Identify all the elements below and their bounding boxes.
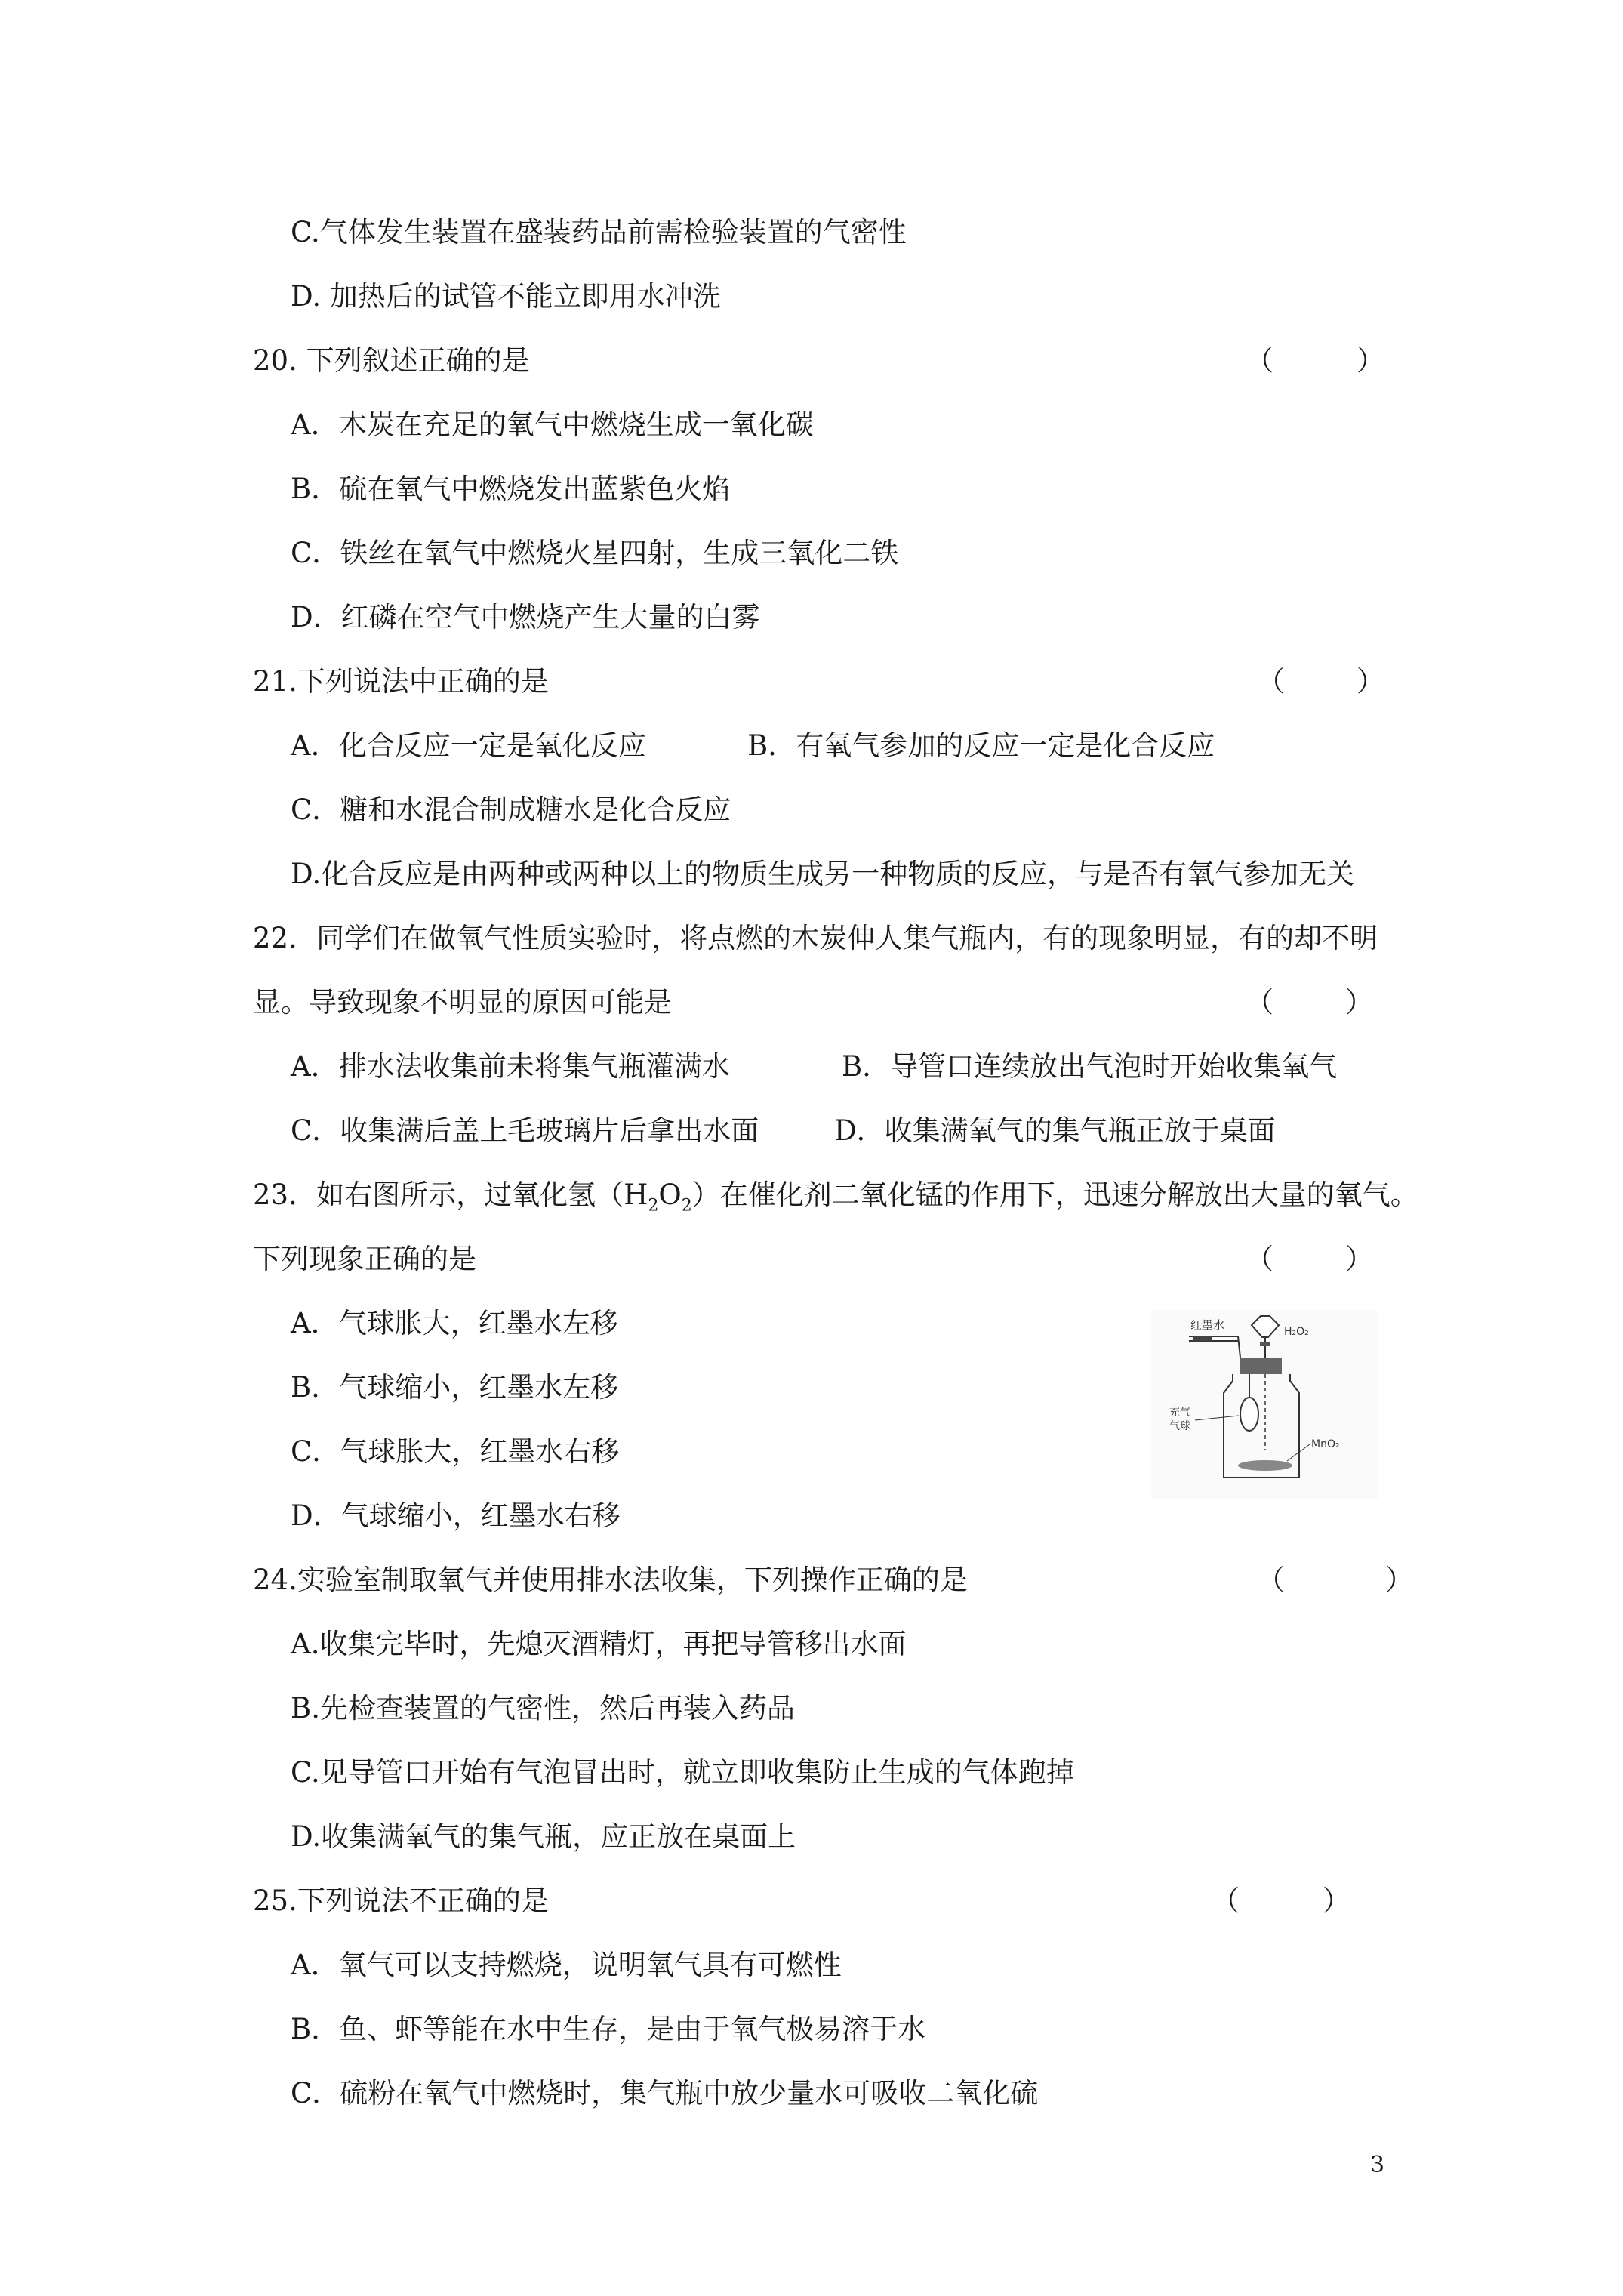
formula-sub-2a: 2 xyxy=(648,1196,659,1216)
formula-sub-2b: 2 xyxy=(681,1196,692,1216)
formula-o: O xyxy=(658,1179,682,1211)
q25-answer-paren-close: ） xyxy=(1323,1885,1350,1917)
q23-option-b: B．气球缩小，红墨水左移 xyxy=(291,1371,619,1404)
q21-answer-paren-close: ） xyxy=(1357,665,1384,698)
q23-stem-line2: 下列现象正确的是 xyxy=(253,1243,476,1275)
formula-h: H xyxy=(624,1179,648,1211)
q23-answer-paren-close: ） xyxy=(1345,1243,1373,1275)
q20-answer-paren-close: ） xyxy=(1357,344,1384,377)
q24-option-d: D.收集满氧气的集气瓶，应正放在桌面上 xyxy=(291,1820,796,1853)
q23-answer-paren-open: （ xyxy=(1246,1243,1273,1275)
q22-answer-paren-open: （ xyxy=(1246,986,1273,1019)
label-balloon-line2: 气球 xyxy=(1169,1420,1190,1432)
q20-answer-paren-open: （ xyxy=(1246,344,1273,377)
q23-stem-part1: 23．如右图所示，过氧化氢（ xyxy=(253,1179,624,1211)
q25-option-c: C．硫粉在氧气中燃烧时，集气瓶中放少量水可吸收二氧化硫 xyxy=(291,2077,1039,2110)
q21-option-d: D.化合反应是由两种或两种以上的物质生成另一种物质的反应，与是否有氧气参加无关 xyxy=(291,858,1355,890)
q22-stem-line2: 显。导致现象不明显的原因可能是 xyxy=(253,986,672,1019)
page-number: 3 xyxy=(1370,2152,1385,2178)
q23-option-d: D．气球缩小，红墨水右移 xyxy=(291,1499,621,1532)
label-mno2: MnO₂ xyxy=(1311,1438,1340,1450)
q21-option-b: B．有氧气参加的反应一定是化合反应 xyxy=(747,729,1215,762)
label-balloon-line1: 充气 xyxy=(1169,1407,1190,1419)
q25-stem: 25.下列说法不正确的是 xyxy=(253,1885,549,1917)
q24-option-b: B.先检查装置的气密性，然后再装入药品 xyxy=(291,1692,795,1724)
q25-option-a: A．氧气可以支持燃烧，说明氧气具有可燃性 xyxy=(291,1949,842,1981)
q22-option-b: B．导管口连续放出气泡时开始收集氧气 xyxy=(842,1050,1338,1083)
q20-stem: 20. 下列叙述正确的是 xyxy=(253,344,530,377)
q25-option-b: B．鱼、虾等能在水中生存，是由于氧气极易溶于水 xyxy=(291,2013,926,2045)
q24-answer-paren-close: ） xyxy=(1385,1564,1413,1596)
q23-stem-part2: ）在催化剂二氧化锰的作用下，迅速分解放出大量的氧气。 xyxy=(691,1179,1418,1211)
q21-answer-paren-open: （ xyxy=(1257,665,1285,698)
q23-option-a: A．气球胀大，红墨水左移 xyxy=(291,1307,618,1339)
q22-option-d: D．收集满氧气的集气瓶正放于桌面 xyxy=(834,1114,1276,1147)
q21-option-c: C．糖和水混合制成糖水是化合反应 xyxy=(291,794,731,826)
q23-stem-line1 xyxy=(253,1176,1418,1225)
q25-answer-paren-open: （ xyxy=(1212,1885,1240,1917)
q20-option-a: A．木炭在充足的氧气中燃烧生成一氧化碳 xyxy=(291,408,814,441)
q20-option-d: D．红磷在空气中燃烧产生大量的白雾 xyxy=(291,601,760,633)
q20-option-b: B．硫在氧气中燃烧发出蓝紫色火焰 xyxy=(291,473,731,505)
q22-stem-line1: 22．同学们在做氧气性质实验时，将点燃的木炭伸人集气瓶内，有的现象明显，有的却不明 xyxy=(253,922,1378,954)
q19-option-c: C.气体发生装置在盛装药品前需检验装置的气密性 xyxy=(291,216,907,248)
q21-option-a: A．化合反应一定是氧化反应 xyxy=(291,729,646,762)
q24-answer-paren-open: （ xyxy=(1257,1564,1285,1596)
q24-option-a: A.收集完毕时，先熄灭酒精灯，再把导管移出水面 xyxy=(291,1628,907,1660)
q21-stem: 21.下列说法中正确的是 xyxy=(253,665,549,698)
apparatus-figure xyxy=(1151,1310,1378,1499)
q19-option-d: D. 加热后的试管不能立即用水冲洗 xyxy=(291,280,721,313)
label-h2o2: H₂O₂ xyxy=(1284,1326,1309,1338)
q23-option-c: C．气球胀大，红墨水右移 xyxy=(291,1435,620,1468)
q22-option-a: A．排水法收集前未将集气瓶灌满水 xyxy=(291,1050,730,1083)
q22-answer-paren-close: ） xyxy=(1345,986,1373,1019)
q20-option-c: C．铁丝在氧气中燃烧火星四射，生成三氧化二铁 xyxy=(291,537,899,569)
label-red-ink: 红墨水 xyxy=(1190,1318,1225,1332)
q22-option-c: C．收集满后盖上毛玻璃片后拿出水面 xyxy=(291,1114,759,1147)
q24-option-c: C.见导管口开始有气泡冒出时，就立即收集防止生成的气体跑掉 xyxy=(291,1756,1074,1789)
q24-stem: 24.实验室制取氧气并使用排水法收集，下列操作正确的是 xyxy=(253,1564,968,1596)
